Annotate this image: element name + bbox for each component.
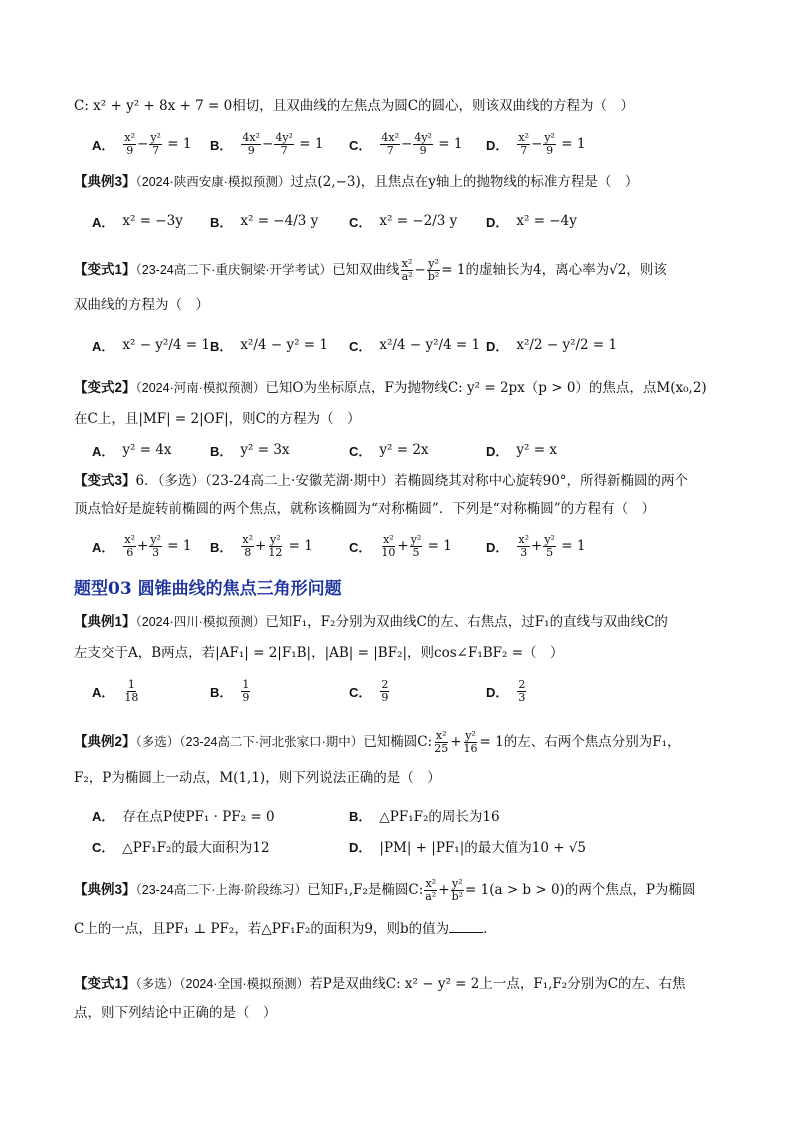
fraction xyxy=(123,534,136,559)
fraction xyxy=(267,534,283,559)
question-tag: 【变式2】 xyxy=(74,380,136,395)
option-b[interactable] xyxy=(210,674,251,708)
option-c[interactable] xyxy=(349,328,480,362)
option-text: x²/4 − y² = 1 xyxy=(240,337,328,353)
option-a[interactable]: A． $\frac{\text{x²}}{9}$ − $\frac{\text{y²}}{7}$ = 1 xyxy=(92,130,192,157)
option-label: C． xyxy=(349,338,372,354)
question-example-3 xyxy=(74,172,638,192)
option-a[interactable] xyxy=(92,433,172,467)
num: x² xyxy=(401,257,413,270)
option-c[interactable] xyxy=(349,204,457,238)
fraction xyxy=(517,132,530,157)
option-text: 存在点P使PF₁ · PF₂ = 0 xyxy=(122,809,275,825)
question-tag: 【变式1】 xyxy=(74,976,136,991)
question-text: C上的一点，且PF₁ ⊥ PF₂，若△PF₁F₂的面积为9，则b的值为 xyxy=(74,921,450,937)
option-b[interactable] xyxy=(210,204,318,238)
question-source: （2024·河南·模拟预测） xyxy=(135,381,266,395)
option-label: C． xyxy=(349,443,372,459)
option-a[interactable] xyxy=(92,204,183,238)
den: 7 xyxy=(520,143,528,157)
option-d[interactable] xyxy=(486,204,577,238)
answer-blank[interactable] xyxy=(449,918,483,933)
option-d[interactable] xyxy=(486,328,617,362)
num: y² xyxy=(428,257,439,270)
option-text: x² = −2/3 y xyxy=(379,213,458,229)
fraction xyxy=(241,679,250,704)
text: C: x² + y² + 8x + 7 = 0相切，且双曲线的左焦点为圆C的圆心，则该双曲线的方程为（ ） xyxy=(74,98,635,114)
question-example-3b-cont xyxy=(74,918,497,939)
den: 5 xyxy=(412,545,420,559)
num: 4x² xyxy=(381,130,400,144)
question-tag: 【典例2】 xyxy=(74,734,136,749)
den: 12 xyxy=(268,545,283,559)
option-label: B． xyxy=(210,684,233,700)
option-c[interactable] xyxy=(349,674,390,708)
question-source: （多选）（2024·全国·模拟预测） xyxy=(135,977,310,991)
fraction xyxy=(123,132,136,157)
num: x² xyxy=(518,532,530,546)
option-label: D． xyxy=(486,684,509,700)
fraction xyxy=(517,679,526,704)
options-row-1 xyxy=(92,127,772,161)
option-c[interactable] xyxy=(349,433,429,467)
fraction xyxy=(401,258,414,283)
option-label: B． xyxy=(210,539,233,555)
fraction xyxy=(410,534,423,559)
num: 1 xyxy=(242,677,250,691)
den: a² xyxy=(401,270,413,283)
question-text: ． xyxy=(483,921,497,937)
question-variant-2 xyxy=(74,378,707,398)
den: 9 xyxy=(419,143,427,157)
num: x² xyxy=(425,877,437,890)
fraction xyxy=(543,132,556,157)
option-label: B． xyxy=(210,338,233,354)
option-a[interactable] xyxy=(92,798,275,832)
den: 18 xyxy=(124,690,139,704)
den: 7 xyxy=(152,143,160,157)
option-a[interactable] xyxy=(92,674,140,708)
options-row-6 xyxy=(92,674,772,708)
fraction xyxy=(543,534,556,559)
question-tag: 【典例3】 xyxy=(74,174,136,189)
question-text: = 1(a > b > 0)的两个焦点，P为椭圆 xyxy=(465,882,696,898)
den: 6 xyxy=(126,545,134,559)
fraction xyxy=(413,132,433,157)
option-b[interactable]: B． $\frac{\text{x²}}{8}$ + $\frac{\text{y²}}{12}$ = 1 xyxy=(210,532,313,559)
question-text: 已知F₁,F₂是椭圆C: xyxy=(307,882,424,898)
question-example-3b: 【典例3】（23-24高二下·上海·阶段练习）已知F₁,F₂是椭圆C: $\frac{\text{x²}}{\text{a²}}$ + $\frac{\text{y²}}{\text{b²}}$ = 1(a > b > 0)的两个焦点，P为椭圆 xyxy=(74,877,696,903)
num: x² xyxy=(124,130,136,144)
question-example-2: 【典例2】（多选）（23-24高二下·河北张家口·期中）已知椭圆C: $\frac{\text{x²}}{25}$ + $\frac{\text{y²}}{16}$ = 1的左、右两个焦点分别为F₁， xyxy=(74,729,681,755)
question-text: 双曲线的方程为（ ） xyxy=(74,297,209,313)
option-c[interactable] xyxy=(92,829,270,863)
den: 3 xyxy=(520,545,528,559)
option-label: A． xyxy=(92,137,115,153)
num: 4y² xyxy=(414,130,432,144)
den: 9 xyxy=(126,143,134,157)
question-text: 在C上，且|MF| = 2|OF|，则C的方程为（ ） xyxy=(74,411,361,427)
den: 3 xyxy=(152,545,160,559)
fraction xyxy=(123,679,139,704)
option-label: D． xyxy=(486,137,509,153)
num: y² xyxy=(270,532,281,546)
options-row-3 xyxy=(92,328,772,362)
option-text: x² − y²/4 = 1 xyxy=(122,337,210,353)
question-text: F₂，P为椭圆上一动点，M(1,1)，则下列说法正确的是（ ） xyxy=(74,770,441,786)
fraction xyxy=(149,534,162,559)
option-label: A． xyxy=(92,684,115,700)
option-text: △PF₁F₂的最大面积为12 xyxy=(122,840,270,856)
fraction xyxy=(424,878,437,903)
question-text: 已知双曲线 xyxy=(332,262,400,278)
option-label: A． xyxy=(92,539,115,555)
fraction xyxy=(380,534,396,559)
option-label: C． xyxy=(92,839,115,855)
options-row-5 xyxy=(92,529,772,563)
num: y² xyxy=(410,532,422,546)
question-tag: 【典例1】 xyxy=(74,614,136,629)
option-a[interactable]: A． $\frac{\text{x²}}{6}$ + $\frac{\text{y²}}{3}$ = 1 xyxy=(92,532,192,559)
fraction xyxy=(451,878,464,903)
option-c[interactable]: C． $\frac{\text{x²}}{10}$ + $\frac{\text{y²}}{5}$ = 1 xyxy=(349,532,452,559)
option-text: y² = 2x xyxy=(379,442,429,458)
option-b[interactable] xyxy=(349,798,500,832)
fraction xyxy=(380,132,400,157)
den: 9 xyxy=(242,690,250,704)
question-text: 左支交于A，B两点，若|AF₁| = 2|F₁B|，|AB| = |BF₂|，则cos∠F₁BF₂ =（ ） xyxy=(74,645,564,661)
den: 9 xyxy=(247,143,255,157)
num: x² xyxy=(124,532,136,546)
den: 7 xyxy=(386,143,394,157)
question-variant-3 xyxy=(74,471,688,491)
option-text: y² = x xyxy=(516,442,557,458)
question-tag: 【变式1】 xyxy=(74,262,136,277)
option-text: y² = 3x xyxy=(240,442,290,458)
question-source: （23-24高二下·重庆铜梁·开学考试） xyxy=(135,263,333,277)
option-text: x² = −4/3 y xyxy=(240,213,319,229)
option-text: x² = −4y xyxy=(516,213,577,229)
question-example-1-cont xyxy=(74,643,564,663)
num: y² xyxy=(544,130,555,144)
question-variant-1-cont xyxy=(74,295,209,315)
fraction xyxy=(427,258,440,283)
option-text: x² = −3y xyxy=(122,213,183,229)
question-source: （2024·陕西安康·模拟预测） xyxy=(135,175,291,189)
fraction xyxy=(241,132,261,157)
question-text: 顶点恰好是旋转前椭圆的两个焦点，就称该椭圆为“对称椭圆”．下列是“对称椭圆”的方程有（ ） xyxy=(74,501,656,517)
question-text: 的虚轴长为4，离心率为√2，则该 xyxy=(465,262,667,278)
num: y² xyxy=(544,532,555,546)
option-label: D． xyxy=(349,839,372,855)
option-label: D． xyxy=(486,539,509,555)
option-d[interactable]: D． $\frac{\text{x²}}{3}$ + $\frac{\text{y²}}{5}$ = 1 xyxy=(486,532,586,559)
num: x² xyxy=(242,532,254,546)
option-label: D． xyxy=(486,338,509,354)
question-text: 过点(2,−3)，且焦点在y轴上的抛物线的标准方程是（ ） xyxy=(290,174,639,190)
den: b² xyxy=(427,270,440,283)
question-text: 点，则下列结论中正确的是（ ） xyxy=(74,1005,277,1021)
option-label: B． xyxy=(349,808,372,824)
question-text: 已知F₁，F₂分别为双曲线C的左、右焦点，过F₁的直线与双曲线C的 xyxy=(265,614,668,630)
question-variant-3-cont xyxy=(74,499,655,519)
option-text: y² = 4x xyxy=(122,442,172,458)
question-example-2-cont xyxy=(74,768,441,788)
options-row-7 xyxy=(92,798,772,832)
question-tag: 【变式3】 xyxy=(74,473,136,488)
option-d[interactable] xyxy=(486,433,557,467)
question-source: （2024·四川·模拟预测） xyxy=(135,615,266,629)
option-label: B． xyxy=(210,443,233,459)
options-row-2 xyxy=(92,204,772,238)
den: b² xyxy=(451,890,464,903)
option-label: A． xyxy=(92,214,115,230)
question-text: 已知O为坐标原点，F为抛物线C: y² = 2px（p > 0）的焦点，点M(x₀,2) xyxy=(265,380,707,396)
option-text: |PM| + |PF₁|的最大值为10 + √5 xyxy=(379,840,587,856)
option-label: C． xyxy=(349,214,372,230)
den: a² xyxy=(425,890,437,903)
num: x² xyxy=(435,729,447,742)
den: 5 xyxy=(546,545,554,559)
num: 2 xyxy=(518,677,526,691)
option-label: A． xyxy=(92,338,115,354)
option-text: x²/2 − y²/2 = 1 xyxy=(516,337,618,353)
fraction xyxy=(149,132,162,157)
options-row-8 xyxy=(92,829,772,863)
num: x² xyxy=(383,532,394,546)
option-label: A． xyxy=(92,443,115,459)
num: y² xyxy=(465,729,476,742)
fraction xyxy=(274,132,294,157)
option-label: C． xyxy=(349,137,372,153)
question-variant-1b xyxy=(74,974,686,994)
fraction xyxy=(517,534,530,559)
question-variant-1: 【变式1】（23-24高二下·重庆铜梁·开学考试）已知双曲线 $\frac{\text{x²}}{\text{a²}}$ − $\frac{\text{y²}}{\text{b²}}$ = 1的虚轴长为4，离心率为√2，则该 xyxy=(74,257,667,283)
option-d[interactable] xyxy=(486,674,527,708)
option-label: B． xyxy=(210,137,233,153)
num: y² xyxy=(451,877,463,890)
den: 3 xyxy=(518,690,526,704)
num: y² xyxy=(150,532,161,546)
fraction xyxy=(463,730,479,755)
den: 7 xyxy=(280,143,288,157)
option-label: A． xyxy=(92,808,115,824)
fraction xyxy=(241,534,254,559)
options-row-4 xyxy=(92,433,772,467)
option-text: △PF₁F₂的周长为16 xyxy=(379,809,500,825)
question-text: 已知椭圆C: xyxy=(363,734,433,750)
option-label: D． xyxy=(486,443,509,459)
question-continuation xyxy=(74,96,634,116)
section-heading: 题型03 圆锥曲线的焦点三角形问题 xyxy=(74,579,342,599)
num: 4x² xyxy=(242,130,261,144)
fraction xyxy=(380,679,389,704)
question-text: 若P是双曲线C: x² − y² = 2上一点，F₁,F₂分别为C的左、右焦 xyxy=(309,976,686,992)
question-tag: 【典例3】 xyxy=(74,882,136,897)
option-d[interactable]: D． $\frac{\text{x²}}{7}$ − $\frac{\text{y²}}{9}$ = 1 xyxy=(486,130,586,157)
question-source: （23-24高二下·上海·阶段练习） xyxy=(135,883,308,897)
question-variant-1b-cont xyxy=(74,1003,277,1023)
option-label: C． xyxy=(349,684,372,700)
option-label: D． xyxy=(486,214,509,230)
option-c[interactable]: C． $\frac{\text{4x²}}{7}$ − $\frac{\text{4y²}}{9}$ = 1 xyxy=(349,130,463,157)
den: 9 xyxy=(381,690,389,704)
den: 8 xyxy=(244,545,252,559)
option-label: C． xyxy=(349,539,372,555)
fraction xyxy=(433,730,449,755)
option-d[interactable] xyxy=(349,829,586,863)
num: 2 xyxy=(381,677,389,691)
num: x² xyxy=(518,130,530,144)
num: 4y² xyxy=(275,130,293,144)
option-a[interactable] xyxy=(92,328,210,362)
option-label: B． xyxy=(210,214,233,230)
num: 1 xyxy=(127,677,135,691)
num: y² xyxy=(150,130,161,144)
question-source: （多选）（23-24高二下·河北张家口·期中） xyxy=(135,735,364,749)
option-b[interactable] xyxy=(210,433,290,467)
question-text: 6．（多选）（23-24高二上·安徽芜湖·期中）若椭圆绕其对称中心旋转90°，所得新椭圆的两个 xyxy=(135,473,689,489)
question-text: = 1的左、右两个焦点分别为F₁， xyxy=(479,734,681,750)
den: 9 xyxy=(546,143,554,157)
option-text: x²/4 − y²/4 = 1 xyxy=(379,337,481,353)
option-b[interactable]: B． $\frac{\text{4x²}}{9}$ − $\frac{\text{4y²}}{7}$ = 1 xyxy=(210,130,324,157)
option-b[interactable] xyxy=(210,328,328,362)
den: 16 xyxy=(463,742,478,755)
den: 10 xyxy=(381,545,396,559)
den: 25 xyxy=(434,742,449,755)
question-variant-2-cont xyxy=(74,409,360,429)
question-example-1 xyxy=(74,612,668,632)
